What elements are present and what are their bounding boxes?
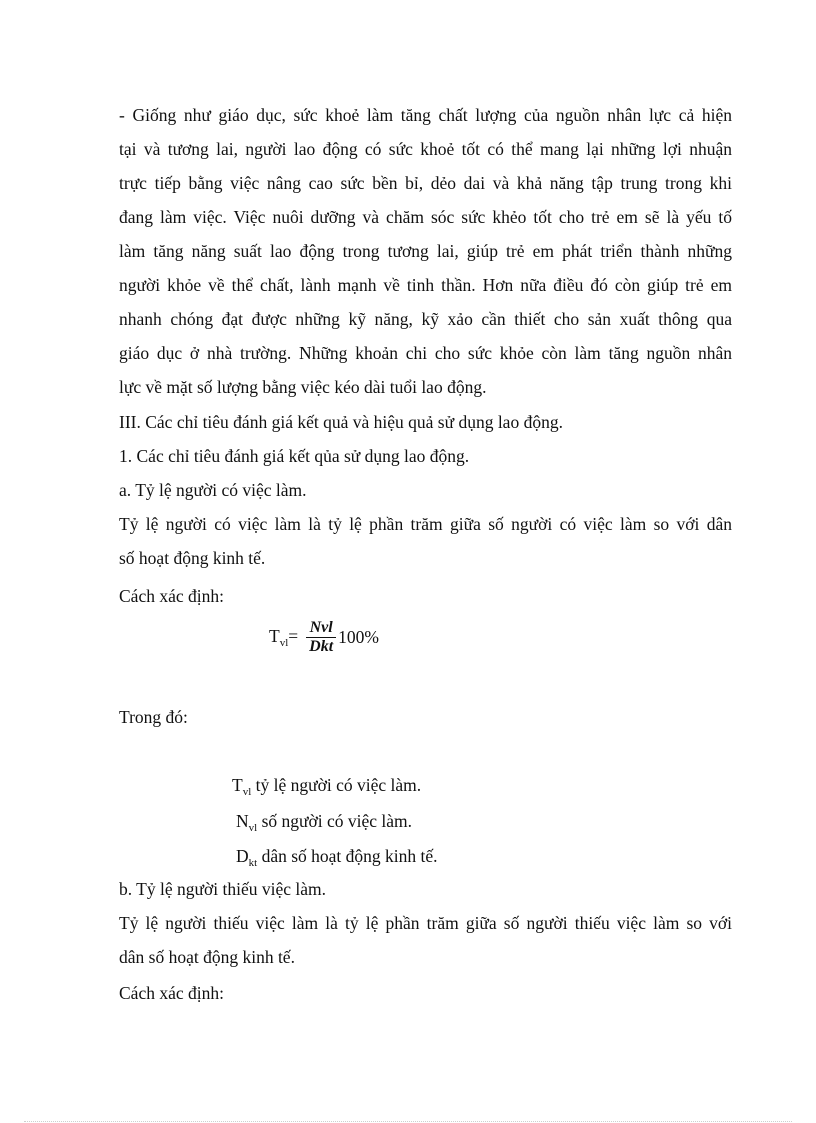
formula-suffix: 100% xyxy=(338,626,379,647)
paragraph-line: trực tiếp bằng việc nâng cao sức bền bỉ, dẻo dai và khả năng tập trung trong khi xyxy=(119,173,732,193)
page-bottom-border xyxy=(24,1121,792,1122)
item-b-definition-line: dân số hoạt động kinh tế. xyxy=(119,947,295,967)
legend-item: $T_{vl}$ tỷ lệ người có việc làm. xyxy=(232,775,422,798)
paragraph-line: người khỏe về thể chất, lành mạnh về tinh thần. Hơn nữa điều đó còn giúp trẻ em xyxy=(119,275,732,295)
item-a-definition-line: Tỷ lệ người có việc làm là tỷ lệ phần trăm giữa số người có việc làm so với dân xyxy=(119,514,732,534)
item-b-method-label: Cách xác định: xyxy=(119,983,224,1003)
item-b-definition-line: Tỷ lệ người thiếu việc làm là tỷ lệ phần trăm giữa số người thiếu việc làm so với xyxy=(119,913,732,933)
formula-numerator: Nvl xyxy=(309,618,333,636)
formula-denominator: Dkt xyxy=(309,637,334,655)
paragraph-line: nhanh chóng đạt được những kỹ năng, kỹ xảo cần thiết cho sản xuất thông qua xyxy=(119,309,732,329)
employment-rate-formula xyxy=(269,614,379,660)
item-a-where-label: Trong đó: xyxy=(119,707,188,727)
paragraph-line: - Giống như giáo dục, sức khoẻ làm tăng chất lượng của nguồn nhân lực cả hiện xyxy=(119,105,732,125)
paragraph-line: tại và tương lai, người lao động có sức khoẻ tốt có thể mang lại những lợi nhuận xyxy=(119,139,732,159)
subsection-heading: 1. Các chỉ tiêu đánh giá kết qủa sử dụng lao động. xyxy=(119,446,470,466)
item-a-method-label: Cách xác định: xyxy=(119,586,224,606)
paragraph-line: lực về mặt số lượng bằng việc kéo dài tuổi lao động. xyxy=(119,377,487,397)
section-heading: III. Các chỉ tiêu đánh giá kết quả và hiệu quả sử dụng lao động. xyxy=(119,412,563,432)
item-b-heading: b. Tỷ lệ người thiếu việc làm. xyxy=(119,879,326,899)
paragraph-line: làm tăng năng suất lao động trong tương lai, giúp trẻ em phát triển thành những xyxy=(119,241,732,261)
legend-item: $N_{vl}$ số người có việc làm. xyxy=(236,811,413,834)
formula-lhs: $T_{vl}=$ xyxy=(269,625,299,649)
legend-item: $D_{kt}$ dân số hoạt động kinh tế. xyxy=(236,846,438,869)
formula-fraction xyxy=(306,619,336,656)
item-a-definition-line: số hoạt động kinh tế. xyxy=(119,548,266,568)
paragraph-line: giáo dục ở nhà trường. Những khoản chi cho sức khỏe còn làm tăng nguồn nhân xyxy=(119,343,732,363)
item-a-heading: a. Tỷ lệ người có việc làm. xyxy=(119,480,307,500)
paragraph-line: đang làm việc. Việc nuôi dưỡng và chăm sóc sức khẻo tốt cho trẻ em sẽ là yếu tố xyxy=(119,207,732,227)
